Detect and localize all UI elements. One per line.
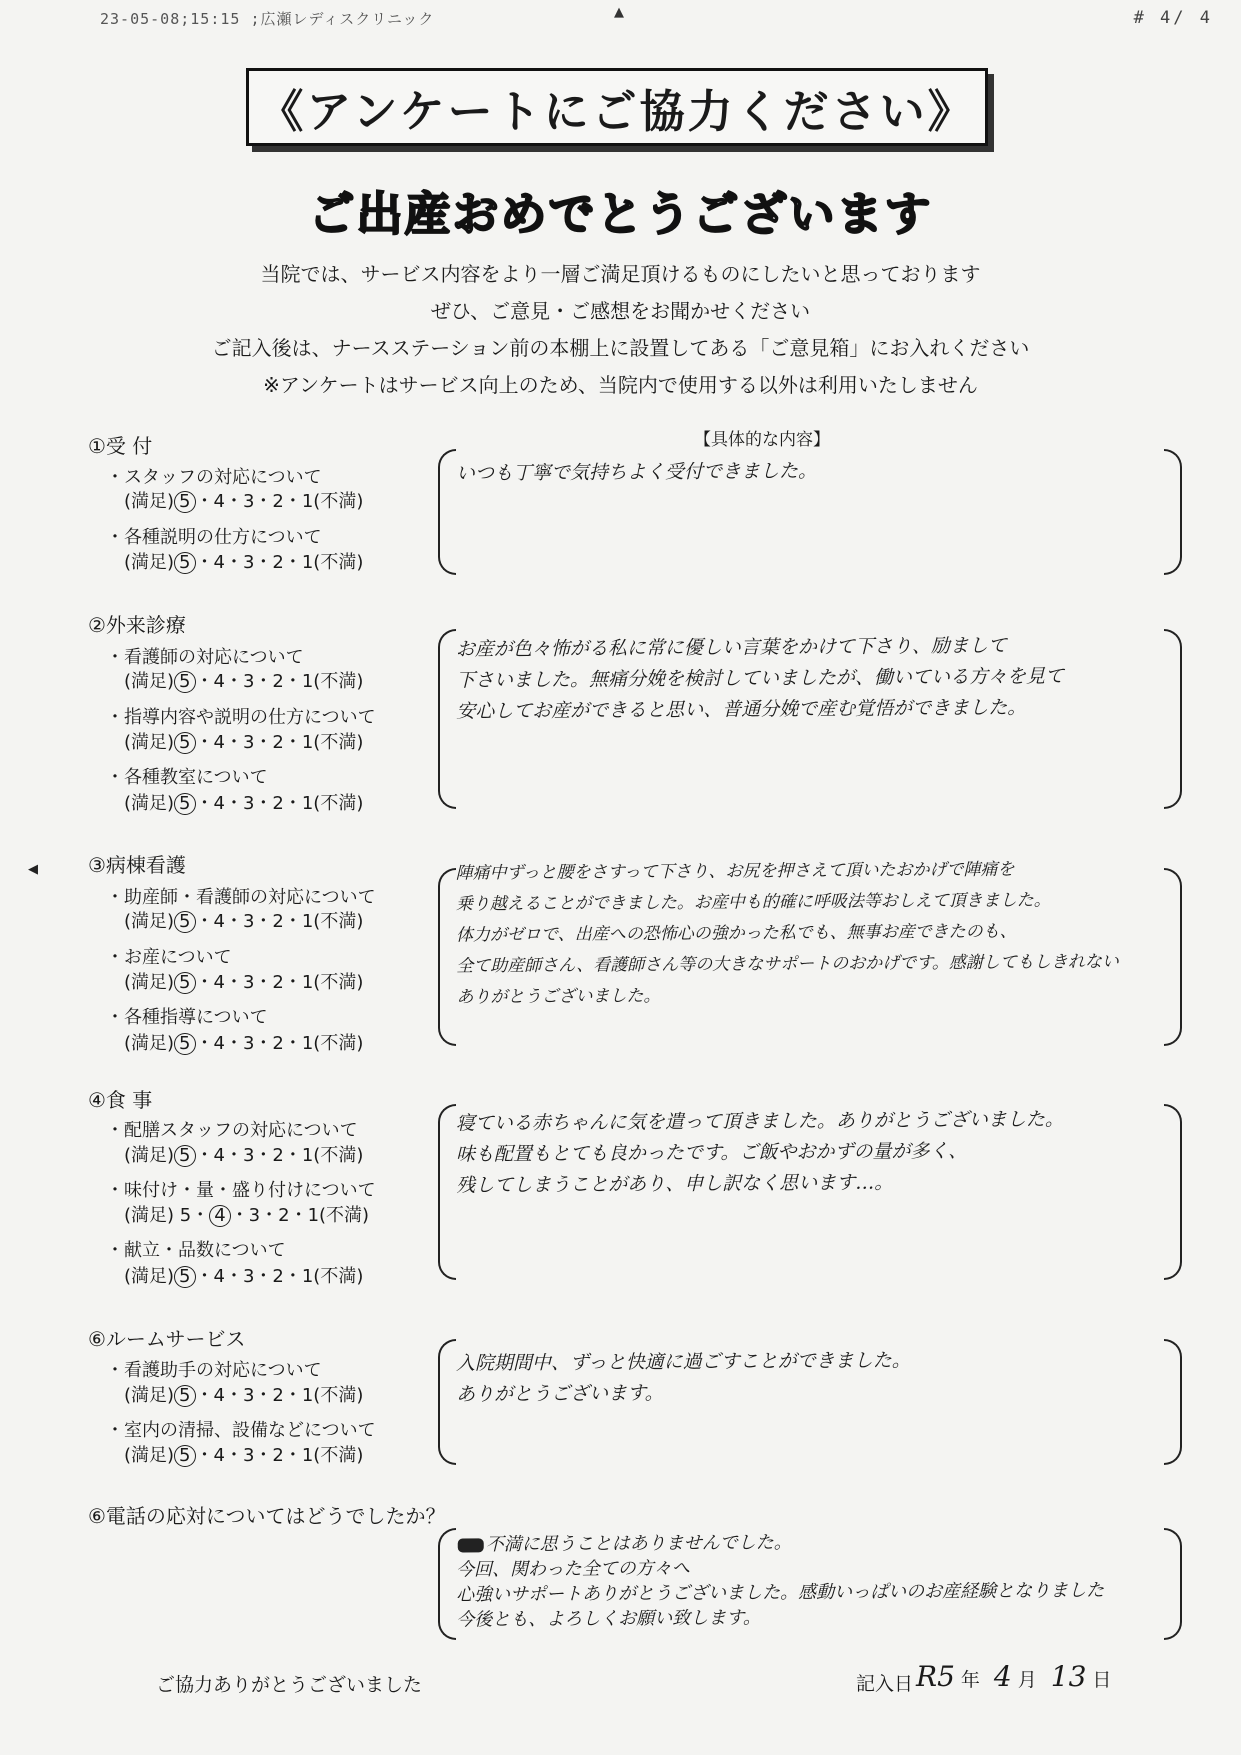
handwritten-comment: お産が色々怖がる私に常に優しい言葉をかけて下さり、励まして 下さいました。無痛分娩を検討していましたが、働いている方々を見て 安心してお産ができると思い、普通分娩で産む覚悟ができました。	[455, 634, 1065, 723]
section-title-outpatient: ②外来診療	[88, 613, 186, 637]
rating-circle: 5	[174, 911, 195, 933]
rating-scale: (満足) 5 ・4・3・2・1(不満)	[124, 1033, 364, 1054]
handwritten-comment: 陣痛中ずっと腰をさすって下さり、お尻を押さえて頂いたおかげで陣痛を 乗り越えることができました。お産中も的確に呼吸法等おしえて頂きました。 体力がゼロで、出産への恐怖心の強かった私でも、無事お産できたのも、 全て助産師さん、看護師さん等の大きなサポートのおかげです。感謝してもしきれない ありがとうございました。	[455, 859, 1119, 1008]
rating-scale: (満足) 5 ・4・3・2・1(不満)	[124, 972, 364, 993]
handwritten-date: R5 年 4 月 13 日	[916, 1660, 1112, 1693]
question-label: ・室内の清掃、設備などについて	[106, 1420, 376, 1441]
footer-thanks: ご協力ありがとうございました	[156, 1674, 423, 1696]
section-title-reception: ①受 付	[88, 434, 153, 458]
section-title-room-service: ⑥ルームサービス	[88, 1327, 246, 1351]
question-label: ・献立・品数について	[106, 1240, 286, 1261]
date-label: 記入日	[856, 1673, 914, 1695]
fax-side-marker: ◀	[28, 862, 38, 877]
question-label: ・指導内容や説明の仕方について	[106, 707, 376, 728]
ink-blot	[458, 1538, 484, 1552]
question-label: ・お産について	[106, 947, 232, 968]
rating-circle: 5	[174, 1145, 195, 1167]
page-subtitle: ご出産おめでとうございます	[308, 187, 933, 241]
fax-header: 23-05-08;15:15 ;広瀬レディスクリニック	[100, 10, 435, 28]
rating-scale: (満足) 5 ・4・3・2・1(不満)	[124, 552, 364, 573]
rating-scale: (満足) 5 ・4・3・2・1(不満)	[124, 1385, 364, 1406]
section-title-ward-nursing: ③病棟看護	[88, 853, 186, 877]
rating-circle: 5	[174, 972, 195, 994]
rating-scale: (満足) 5 ・4・3・2・1(不満)	[124, 491, 364, 512]
rating-circle: 5	[174, 793, 195, 815]
rating-circle: 5	[174, 1445, 195, 1467]
rating-circle: 5	[174, 552, 195, 574]
question-label: ・スタッフの対応について	[106, 467, 322, 488]
rating-circle: 4	[209, 1205, 230, 1227]
question-phone: ⑥電話の応対についてはどうでしたか？	[88, 1504, 446, 1528]
handwritten-comment: いつも丁寧で気持ちよく受付できました。	[455, 459, 818, 485]
rating-scale: (満足) 5 ・4・3・2・1(不満)	[124, 1445, 364, 1466]
rating-scale: (満足) 5 ・4・3・2・1(不満)	[124, 911, 364, 932]
rating-scale: (満足) 5 ・4・3・2・1(不満)	[124, 793, 364, 814]
rating-scale: (満足) 5 ・4・3・2・1(不満)	[124, 1266, 364, 1287]
question-label: ・各種指導について	[106, 1007, 268, 1028]
rating-scale: (満足) 5 ・4・3・2・1(不満)	[124, 671, 364, 692]
intro-line: ぜひ、ご意見・ご感想をお聞かせください	[430, 299, 811, 323]
rating-circle: 5	[174, 1385, 195, 1407]
rating-scale: (満足) 5 ・4・3・2・1(不満)	[124, 732, 364, 753]
rating-circle: 5	[174, 671, 195, 693]
question-label: ・配膳スタッフの対応について	[106, 1120, 358, 1141]
question-label: ・助産師・看護師の対応について	[106, 887, 376, 908]
question-label: ・各種説明の仕方について	[106, 527, 322, 548]
intro-line: ご記入後は、ナースステーション前の本棚上に設置してある「ご意見箱」にお入れください	[211, 336, 1030, 360]
question-label: ・看護助手の対応について	[106, 1360, 322, 1381]
rating-circle: 5	[174, 491, 195, 513]
page-title: 《アンケートにご協力ください》	[258, 84, 976, 138]
question-label: ・看護師の対応について	[106, 647, 304, 668]
rating-scale: (満足) 5 ・4・3・2・1(不満)	[124, 1145, 364, 1166]
intro-text	[0, 256, 1241, 404]
handwritten-comment: 入院期間中、ずっと快適に過ごすことができました。 ありがとうございます。	[455, 1349, 911, 1406]
title-box	[246, 68, 988, 146]
rating-circle: 5	[174, 1033, 195, 1055]
rating-circle: 5	[174, 732, 195, 754]
rating-scale: (満足) 5・ 4 ・3・2・1(不満)	[124, 1205, 370, 1226]
handwritten-comment: 不満に思うことはありませんでした。 今回、関わった全ての方々へ 心強いサポートありがとうございました。感動いっぱいのお産経験となりました 今後とも、よろしくお願い致します。	[455, 1532, 1105, 1631]
intro-line: ※アンケートはサービス向上のため、当院内で使用する以外は利用いたしません	[263, 373, 978, 397]
rating-circle: 5	[174, 1266, 195, 1288]
question-label: ・各種教室について	[106, 767, 268, 788]
fax-top-marker: ▲	[614, 5, 624, 20]
fax-page-number: # 4/ 4	[1133, 8, 1213, 28]
detail-header: 【具体的な内容】	[694, 430, 830, 450]
intro-line: 当院では、サービス内容をより一層ご満足頂けるものにしたいと思っております	[260, 262, 981, 286]
question-label: ・味付け・量・盛り付けについて	[106, 1180, 376, 1201]
handwritten-comment: 寝ている赤ちゃんに気を遣って頂きました。ありがとうございました。 味も配置もとても良かったです。ご飯やおかずの量が多く、 残してしまうことがあり、申し訳なく思います…。	[455, 1108, 1064, 1197]
section-title-meals: ④食 事	[88, 1088, 153, 1112]
